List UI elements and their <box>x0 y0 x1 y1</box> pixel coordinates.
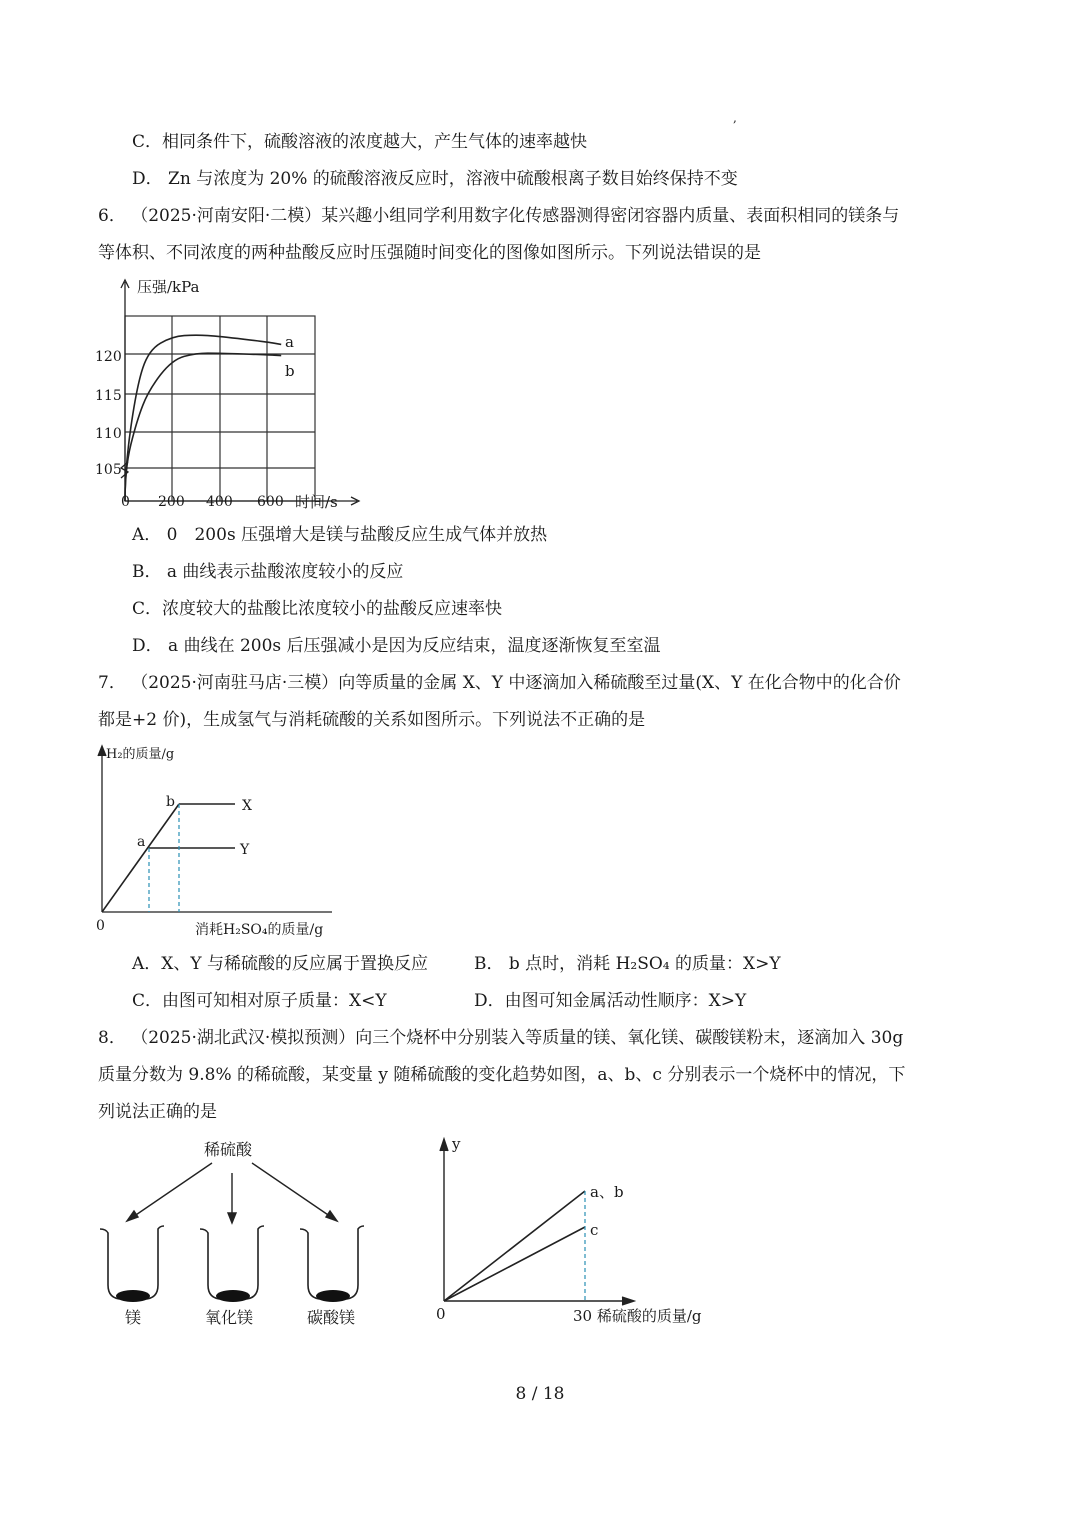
q8-c-label: c <box>590 1221 599 1239</box>
q6-option-d: D． a 曲线在 200s 后压强减小是因为反应结束，温度逐渐恢复至室温 <box>132 636 661 656</box>
q8-ylabel: y <box>452 1135 461 1153</box>
q6-option-c: C．浓度较大的盐酸比浓度较小的盐酸反应速率快 <box>132 599 503 619</box>
q8-line-c <box>444 1227 585 1301</box>
q7-option-d: D．由图可知金属活动性顺序：X>Y <box>474 991 747 1011</box>
q8-reagent-label: 稀硫酸 <box>204 1140 253 1159</box>
q6-xlabel: 时间/s <box>295 493 338 511</box>
stray-mark: , <box>733 111 737 125</box>
q6-curves <box>125 335 281 501</box>
q8-line-ab <box>444 1191 585 1301</box>
q6-xtick-200: 200 <box>158 494 185 510</box>
q6-xtick-400: 400 <box>206 494 233 510</box>
q6-option-b: B． a 曲线表示盐酸浓度较小的反应 <box>132 562 404 582</box>
q7-option-a: A．X、Y 与稀硫酸的反应属于置换反应 <box>132 954 429 974</box>
q6-ytick-105: 105 <box>95 462 122 478</box>
powder-mg <box>116 1290 150 1302</box>
q7-line-x-label: X <box>242 798 252 814</box>
beaker-1 <box>100 1226 164 1299</box>
q6-option-a: A． 0 200s 压强增大是镁与盐酸反应生成气体并放热 <box>132 525 548 545</box>
q7-hydrogen-chart <box>92 738 347 938</box>
q8-beakers-diagram <box>92 1133 382 1333</box>
q6-ytick-110: 110 <box>95 426 122 442</box>
q6-stem-line2: 等体积、不同浓度的两种盐酸反应时压强随时间变化的图像如图所示。下列说法错误的是 <box>98 243 761 263</box>
q6-curve-b-label: b <box>285 362 295 380</box>
q7-lines <box>102 804 235 912</box>
q8-xlabel: 30 稀硫酸的质量/g <box>573 1307 702 1325</box>
powder-mgco3 <box>316 1290 350 1302</box>
q7-option-c: C．由图可知相对原子质量：X<Y <box>132 991 387 1011</box>
q7-origin: 0 <box>96 918 105 934</box>
q8-origin: 0 <box>436 1305 446 1323</box>
q8-stem-line2: 质量分数为 9.8% 的稀硫酸，某变量 y 随稀硫酸的变化趋势如图，a、b、c 分别表示一个烧杯中的情况，下 <box>98 1065 906 1085</box>
q7-point-a-label: a <box>137 834 146 850</box>
q6-curve-a <box>125 335 281 501</box>
q6-pressure-chart <box>95 272 380 518</box>
q8-stem-line1: 8． （2025·湖北武汉·模拟预测）向三个烧杯中分别装入等质量的镁、氧化镁、碳酸镁粉末，逐滴加入 30g <box>98 1028 904 1048</box>
q6-xtick-0: 0 <box>121 494 130 510</box>
q7-ylabel: H₂的质量/g <box>106 747 175 762</box>
powder-mgo <box>216 1290 250 1302</box>
beaker-label-mg: 镁 <box>125 1308 142 1327</box>
q6-curve-a-label: a <box>285 333 294 351</box>
q7-stem-line2: 都是+2 价)，生成氢气与消耗硫酸的关系如图所示。下列说法不正确的是 <box>98 710 646 730</box>
beaker-3 <box>300 1226 364 1299</box>
beaker-2 <box>200 1226 264 1299</box>
beaker-label-mgo: 氧化镁 <box>205 1308 254 1327</box>
q6-curve-b <box>125 353 281 501</box>
q6-stem-line1: 6． （2025·河南安阳·二模）某兴趣小组同学利用数字化传感器测得密闭容器内质量、表面积相同的镁条与 <box>98 206 900 226</box>
beaker-label-mgco3: 碳酸镁 <box>307 1308 356 1327</box>
q7-xlabel: 消耗H₂SO₄的质量/g <box>195 922 324 938</box>
q7-point-b-label: b <box>166 794 175 810</box>
q8-stem-line3: 列说法正确的是 <box>98 1102 217 1122</box>
q6-xtick-600: 600 <box>257 494 284 510</box>
q6-ylabel: 压强/kPa <box>137 278 200 296</box>
q5-option-c: C．相同条件下，硫酸溶液的浓度越大，产生气体的速率越快 <box>132 132 588 152</box>
q7-stem-line1: 7． （2025·河南驻马店·三模）向等质量的金属 X、Y 中逐滴加入稀硫酸至过量(X、Y 在化合物中的化合价 <box>98 673 901 693</box>
q8-y-chart <box>430 1135 725 1330</box>
page-number: 8 / 18 <box>515 1384 565 1404</box>
q6-ytick-120: 120 <box>95 349 122 365</box>
q8-ab-label: a、b <box>590 1183 624 1201</box>
q7-rising-line <box>102 804 179 912</box>
q6-ytick-115: 115 <box>95 388 122 404</box>
q7-option-b: B． b 点时，消耗 H₂SO₄ 的质量：X>Y <box>474 954 781 974</box>
q5-option-d: D． Zn 与浓度为 20% 的硫酸溶液反应时，溶液中硫酸根离子数目始终保持不变 <box>132 169 738 189</box>
q7-line-y-label: Y <box>240 842 250 858</box>
